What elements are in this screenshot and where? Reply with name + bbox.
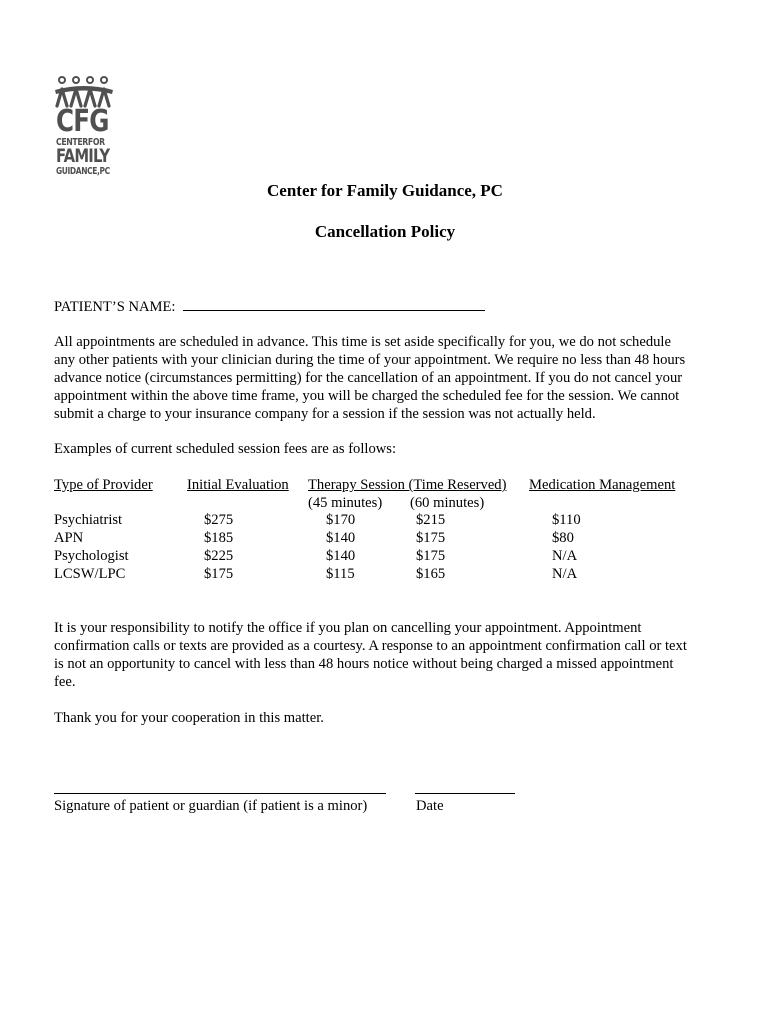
intro-line: appointment within the above time frame, you will be charged the scheduled fee for the session. We cannot bbox=[54, 388, 680, 404]
header-provider: Type of Provider bbox=[54, 477, 153, 493]
table-cell-therapy-45: $115 bbox=[326, 566, 355, 582]
table-cell-therapy-45: $140 bbox=[326, 548, 356, 564]
table-row-provider: Psychologist bbox=[54, 548, 129, 564]
table-row-provider: APN bbox=[54, 530, 84, 546]
header-therapy-session: Therapy Session (Time Reserved) bbox=[308, 477, 507, 493]
table-cell-therapy-45: $140 bbox=[326, 530, 356, 546]
patient-name-row bbox=[54, 296, 485, 316]
document-title: Cancellation Policy bbox=[314, 222, 456, 241]
signature-label: Signature of patient or guardian (if patient is a minor) bbox=[54, 798, 368, 814]
logo-line-family: FAMILY bbox=[56, 145, 110, 167]
table-cell-initial: $185 bbox=[204, 530, 234, 546]
patient-name-label: PATIENT’S NAME: bbox=[54, 299, 176, 315]
intro-line: any other patients with your clinician during the time of your appointment. We require no less than 48 hours bbox=[54, 352, 686, 368]
table-cell-therapy-60: $175 bbox=[416, 548, 446, 564]
table-cell-initial: $225 bbox=[204, 548, 234, 564]
table-cell-medication: N/A bbox=[552, 548, 578, 564]
table-cell-initial: $275 bbox=[204, 512, 234, 528]
table-cell-medication: N/A bbox=[552, 566, 578, 582]
subheader-45-minutes: (45 minutes) bbox=[308, 495, 383, 511]
date-label: Date bbox=[416, 798, 444, 814]
logo-line-center-for: CENTERFOR bbox=[56, 137, 105, 148]
table-row-provider: LCSW/LPC bbox=[54, 566, 126, 582]
patient-name-field[interactable] bbox=[183, 296, 485, 311]
table-row-provider: Psychiatrist bbox=[54, 512, 123, 528]
cfg-logo bbox=[54, 74, 118, 177]
intro-line: submit a charge to your insurance company for a session if the session was not actually held. bbox=[54, 406, 596, 422]
responsibility-line: confirmation calls or texts are provided as a courtesy. A response to an appointment confirmation call or text bbox=[54, 638, 687, 654]
intro-line: All appointments are scheduled in advance. This time is set aside specifically for you, we do not schedule bbox=[54, 334, 671, 350]
table-cell-therapy-60: $175 bbox=[416, 530, 446, 546]
header-medication-management: Medication Management bbox=[529, 477, 676, 493]
responsibility-line: fee. bbox=[54, 674, 76, 690]
table-cell-therapy-60: $215 bbox=[416, 512, 446, 528]
organization-name: Center for Family Guidance, PC bbox=[267, 181, 503, 200]
fees-intro: Examples of current scheduled session fees are as follows: bbox=[54, 441, 397, 457]
header-initial-evaluation: Initial Evaluation bbox=[187, 477, 289, 493]
responsibility-paragraph bbox=[54, 619, 724, 691]
table-cell-medication: $80 bbox=[552, 530, 574, 546]
signature-field[interactable] bbox=[54, 793, 386, 794]
table-cell-initial: $175 bbox=[204, 566, 234, 582]
intro-paragraph bbox=[54, 333, 724, 423]
family-figures-icon bbox=[54, 74, 114, 108]
table-cell-therapy-60: $165 bbox=[416, 566, 446, 582]
responsibility-line: is not an opportunity to cancel with less than 48 hours notice without being charged a missed appointment bbox=[54, 656, 674, 672]
logo-abbreviation: CFG bbox=[56, 104, 109, 139]
date-field[interactable] bbox=[415, 793, 515, 794]
table-cell-medication: $110 bbox=[552, 512, 581, 528]
responsibility-line: It is your responsibility to notify the office if you plan on cancelling your appointment. Appointment bbox=[54, 620, 642, 636]
intro-line: advance notice (circumstances permitting) for the cancellation of an appointment. If you do not cancel your bbox=[54, 370, 683, 386]
thank-you-text: Thank you for your cooperation in this matter. bbox=[54, 710, 324, 726]
logo-line-guidance: GUIDANCE,PC bbox=[56, 166, 110, 177]
table-cell-therapy-45: $170 bbox=[326, 512, 356, 528]
subheader-60-minutes: (60 minutes) bbox=[410, 495, 485, 511]
